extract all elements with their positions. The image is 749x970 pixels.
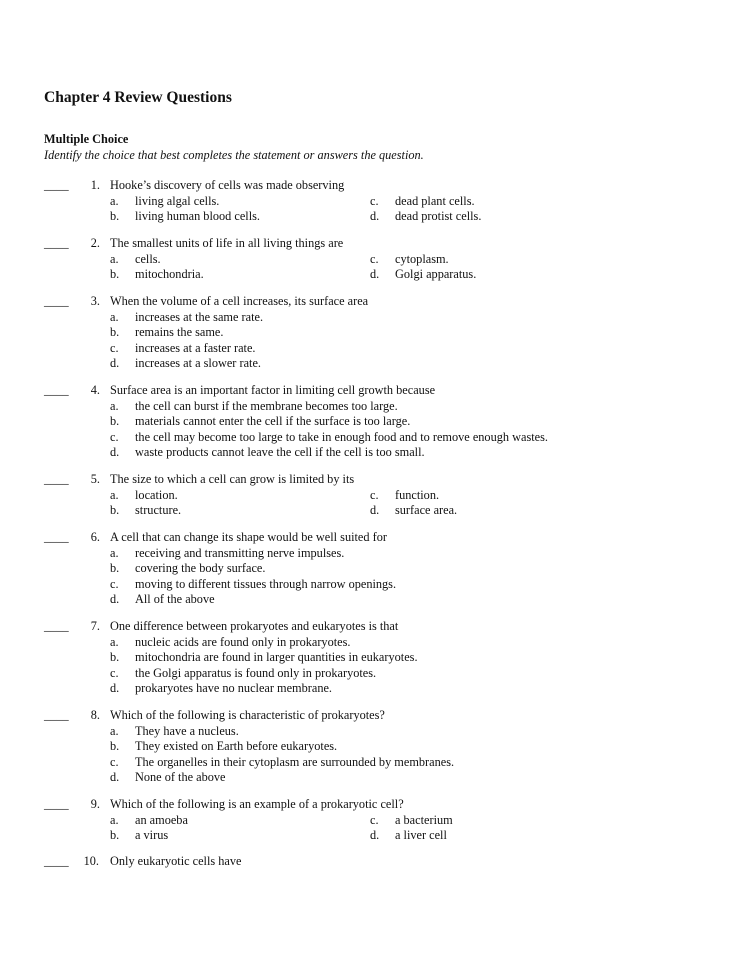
option-text: waste products cannot leave the cell if the cell is too small.: [135, 445, 425, 459]
answer-option[interactable]: [110, 356, 261, 372]
option-letter: c.: [370, 193, 379, 208]
answer-option[interactable]: [110, 546, 344, 562]
question-stem: The size to which a cell can grow is limited by its: [110, 472, 355, 486]
option-letter: a.: [110, 723, 119, 738]
answer-option[interactable]: [110, 755, 454, 771]
question-number: 1.: [90, 178, 100, 192]
answer-option[interactable]: [370, 267, 476, 283]
answer-blank[interactable]: ____: [44, 236, 69, 250]
option-letter: d.: [110, 356, 120, 370]
question-stem: A cell that can change its shape would be well suited for: [110, 530, 387, 544]
option-text: prokaryotes have no nuclear membrane.: [135, 681, 333, 695]
option-text: materials cannot enter the cell if the surface is too large.: [135, 414, 411, 428]
answer-blank[interactable]: ____: [44, 854, 69, 868]
option-text: living algal cells.: [135, 193, 220, 208]
question-number: 6.: [90, 530, 100, 544]
option-text: mitochondria.: [135, 267, 204, 281]
question-number: 7.: [90, 619, 100, 633]
option-letter: b.: [110, 325, 120, 339]
option-text: nucleic acids are found only in prokaryotes.: [135, 634, 351, 649]
answer-option[interactable]: [110, 503, 181, 519]
option-letter: c.: [110, 576, 119, 591]
option-text: cytoplasm.: [395, 251, 449, 266]
answer-option[interactable]: [110, 681, 332, 697]
question-stem: Only eukaryotic cells have: [110, 854, 242, 868]
option-letter: b.: [110, 503, 120, 517]
question-stem: Hooke’s discovery of cells was made observing: [110, 178, 345, 192]
answer-blank[interactable]: ____: [44, 294, 69, 308]
answer-option[interactable]: [110, 828, 168, 844]
option-text: a bacterium: [395, 812, 453, 827]
answer-option[interactable]: [370, 252, 449, 268]
option-letter: d.: [370, 267, 380, 281]
question-number: 5.: [90, 472, 100, 486]
option-text: living human blood cells.: [135, 209, 261, 223]
option-text: increases at the same rate.: [135, 309, 264, 324]
option-text: cells.: [135, 251, 161, 266]
question-number: 10.: [83, 854, 99, 868]
answer-option[interactable]: [110, 666, 376, 682]
option-letter: a.: [110, 398, 119, 413]
option-letter: b.: [110, 209, 120, 223]
option-text: a liver cell: [395, 828, 447, 842]
question-number: 3.: [90, 294, 100, 308]
option-text: They have a nucleus.: [135, 723, 239, 738]
option-letter: b.: [110, 561, 120, 575]
option-text: dead plant cells.: [395, 193, 475, 208]
answer-blank[interactable]: ____: [44, 708, 69, 722]
option-text: None of the above: [135, 770, 226, 784]
option-text: location.: [135, 487, 178, 502]
answer-option[interactable]: [110, 430, 548, 446]
option-letter: b.: [110, 650, 120, 664]
option-text: They existed on Earth before eukaryotes.: [135, 739, 338, 753]
option-text: receiving and transmitting nerve impulses.: [135, 545, 345, 560]
option-letter: a.: [110, 545, 119, 560]
option-letter: d.: [370, 503, 380, 517]
option-letter: b.: [110, 267, 120, 281]
option-text: function.: [395, 487, 440, 502]
answer-option[interactable]: [110, 325, 223, 341]
option-text: moving to different tissues through narrow openings.: [135, 576, 397, 591]
question-stem: Which of the following is characteristic of prokaryotes?: [110, 708, 385, 722]
option-letter: a.: [110, 251, 119, 266]
answer-option[interactable]: [370, 194, 475, 210]
answer-option[interactable]: [370, 828, 447, 844]
answer-option[interactable]: [110, 194, 219, 210]
option-text: the cell may become too large to take in enough food and to remove enough wastes.: [135, 429, 548, 444]
option-letter: c.: [110, 754, 119, 769]
answer-option[interactable]: [110, 635, 350, 651]
option-letter: c.: [370, 812, 379, 827]
option-letter: d.: [370, 209, 380, 223]
option-text: the Golgi apparatus is found only in prokaryotes.: [135, 665, 377, 680]
question-number: 8.: [90, 708, 100, 722]
question-number: 2.: [90, 236, 100, 250]
answer-option[interactable]: [110, 209, 260, 225]
option-letter: c.: [370, 251, 379, 266]
answer-option[interactable]: [110, 739, 337, 755]
question-stem: One difference between prokaryotes and eukaryotes is that: [110, 619, 399, 633]
answer-blank[interactable]: ____: [44, 619, 69, 633]
answer-option[interactable]: [110, 310, 263, 326]
option-text: remains the same.: [135, 325, 224, 339]
option-letter: b.: [110, 828, 120, 842]
option-text: the cell can burst if the membrane becomes too large.: [135, 398, 398, 413]
option-text: dead protist cells.: [395, 209, 482, 223]
answer-option[interactable]: [110, 341, 256, 357]
option-letter: c.: [110, 340, 119, 355]
option-letter: a.: [110, 309, 119, 324]
option-text: The organelles in their cytoplasm are surrounded by membranes.: [135, 754, 455, 769]
answer-option[interactable]: [110, 813, 188, 829]
option-letter: c.: [110, 665, 119, 680]
answer-option[interactable]: [110, 561, 265, 577]
answer-option[interactable]: [110, 488, 178, 504]
answer-blank[interactable]: ____: [44, 178, 69, 192]
question-number: 4.: [90, 383, 100, 397]
answer-blank[interactable]: ____: [44, 383, 69, 397]
option-text: All of the above: [135, 592, 215, 606]
option-letter: c.: [370, 487, 379, 502]
answer-option[interactable]: [110, 445, 425, 461]
question-stem: When the volume of a cell increases, its surface area: [110, 294, 369, 308]
option-letter: a.: [110, 812, 119, 827]
section-heading: Multiple Choice: [44, 132, 129, 146]
option-letter: d.: [110, 592, 120, 606]
option-letter: a.: [110, 193, 119, 208]
option-letter: a.: [110, 634, 119, 649]
option-letter: d.: [110, 770, 120, 784]
option-letter: a.: [110, 487, 119, 502]
option-text: Golgi apparatus.: [395, 267, 477, 281]
option-text: mitochondria are found in larger quantities in eukaryotes.: [135, 650, 418, 664]
answer-option[interactable]: [370, 503, 457, 519]
answer-blank[interactable]: ____: [44, 472, 69, 486]
option-text: an amoeba: [135, 812, 188, 827]
answer-option[interactable]: [370, 209, 481, 225]
answer-option[interactable]: [110, 267, 204, 283]
question-stem: Which of the following is an example of a prokaryotic cell?: [110, 797, 404, 811]
answer-option[interactable]: [110, 399, 398, 415]
option-letter: d.: [370, 828, 380, 842]
option-letter: d.: [110, 445, 120, 459]
option-text: covering the body surface.: [135, 561, 266, 575]
option-text: increases at a faster rate.: [135, 340, 256, 355]
answer-option[interactable]: [110, 770, 226, 786]
answer-blank[interactable]: ____: [44, 797, 69, 811]
option-letter: b.: [110, 739, 120, 753]
question-stem: Surface area is an important factor in limiting cell growth because: [110, 383, 436, 397]
answer-option[interactable]: [110, 592, 215, 608]
answer-option[interactable]: [370, 488, 439, 504]
option-letter: d.: [110, 681, 120, 695]
option-letter: b.: [110, 414, 120, 428]
answer-option[interactable]: [110, 724, 239, 740]
answer-option[interactable]: [370, 813, 453, 829]
answer-option[interactable]: [110, 650, 418, 666]
question-stem: The smallest units of life in all living things are: [110, 236, 344, 250]
option-text: surface area.: [395, 503, 458, 517]
option-letter: c.: [110, 429, 119, 444]
answer-option[interactable]: [110, 577, 396, 593]
answer-option[interactable]: [110, 252, 161, 268]
option-text: a virus: [135, 828, 169, 842]
answer-blank[interactable]: ____: [44, 530, 69, 544]
section-instructions: Identify the choice that best completes the statement or answers the question.: [44, 148, 424, 162]
option-text: structure.: [135, 503, 182, 517]
page-title: Chapter 4 Review Questions: [44, 89, 232, 106]
option-text: increases at a slower rate.: [135, 356, 261, 370]
question-number: 9.: [90, 797, 100, 811]
answer-option[interactable]: [110, 414, 410, 430]
